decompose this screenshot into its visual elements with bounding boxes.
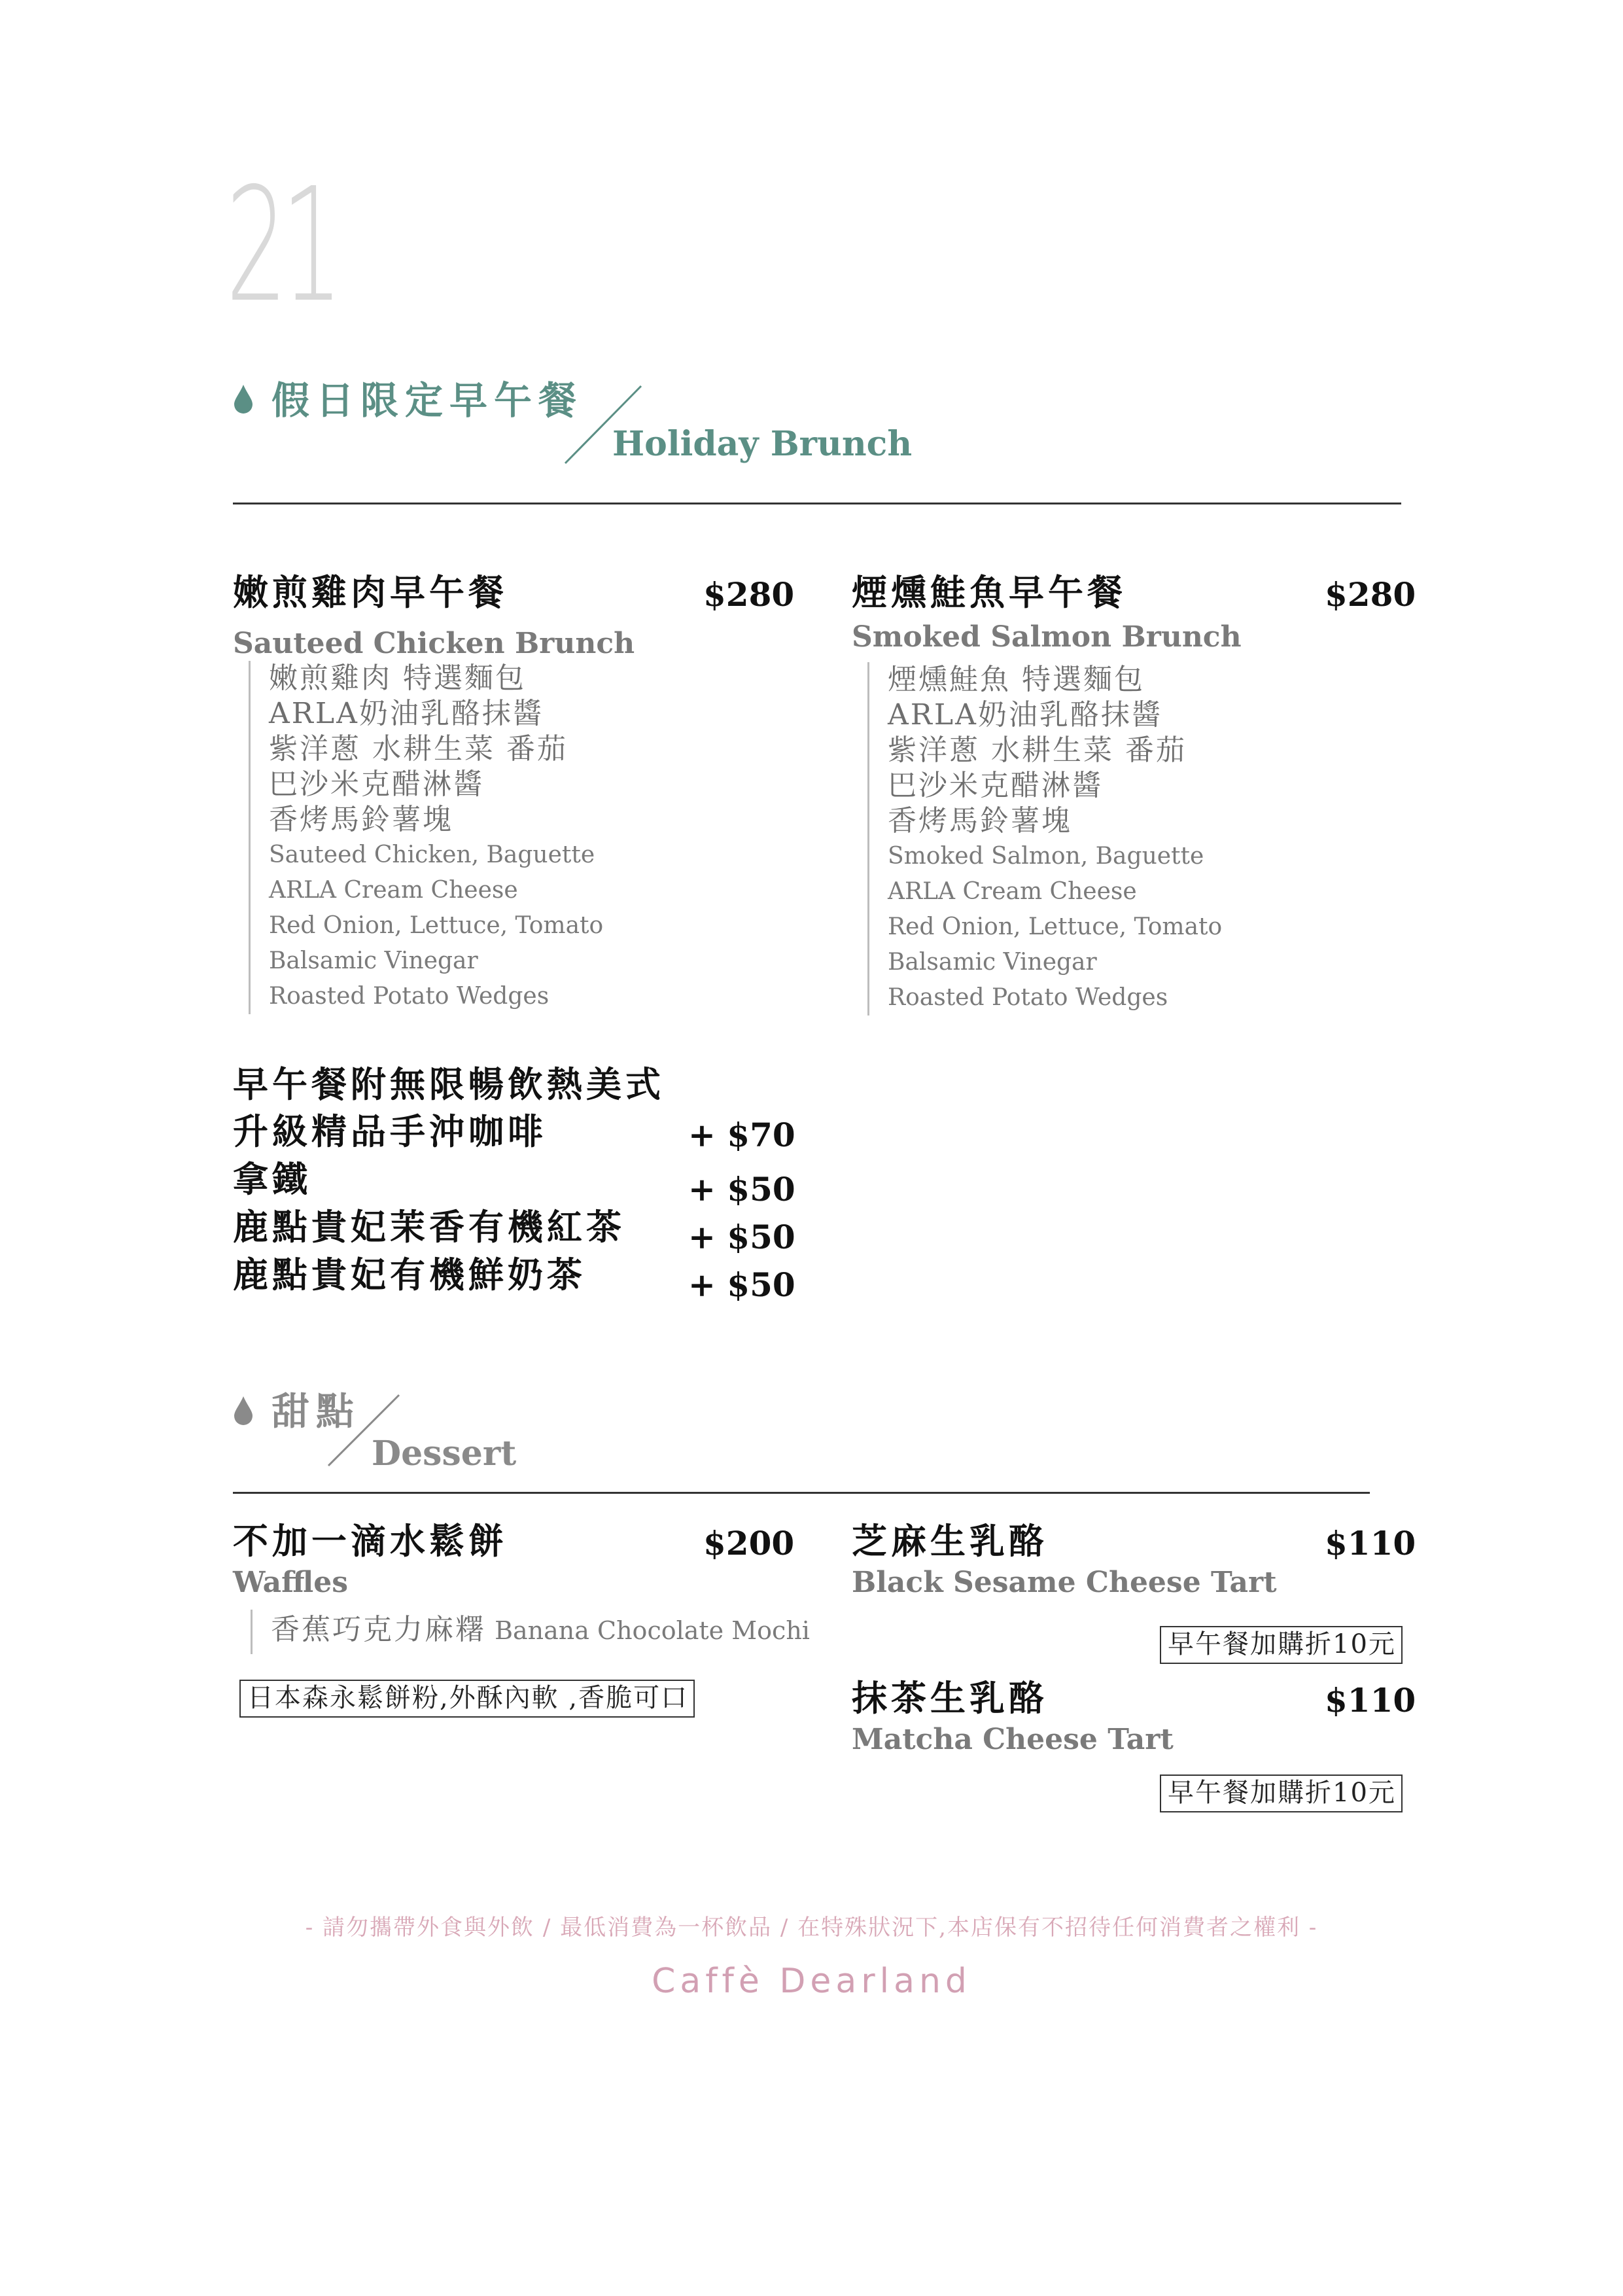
dessert-title-en: Dessert — [372, 1434, 517, 1474]
footer-note: - 請勿攜帶外食與外飲 / 最低消費為一杯飲品 / 在特殊狀況下,本店保有不招待任何消費者之權利 - — [305, 1915, 1318, 1941]
desc-line: 紫洋蔥 水耕生菜 番茄 — [888, 733, 1187, 767]
item-name-zh: 不加一滴水鬆餅 — [233, 1520, 508, 1562]
item-description — [867, 662, 1222, 1016]
item-price: $200 — [703, 1524, 795, 1563]
desc-line: 香烤馬鈴薯塊 — [888, 804, 1072, 838]
desc-line: 煙燻鮭魚 特選麵包 — [888, 663, 1145, 696]
brand-wrap — [0, 1962, 1623, 2001]
item-price: $280 — [1325, 575, 1416, 614]
desc-line: Balsamic Vinegar — [269, 947, 478, 974]
item-name-en: Waffles — [233, 1566, 348, 1599]
desc-line: ARLA奶油乳酪抹醬 — [888, 698, 1162, 732]
waffle-option — [251, 1610, 810, 1654]
desc-line: Smoked Salmon, Baguette — [888, 843, 1204, 870]
desc-line: ARLA奶油乳酪抹醬 — [269, 697, 544, 730]
desc-line: Red Onion, Lettuce, Tomato — [269, 912, 604, 939]
item-name-en: Black Sesame Cheese Tart — [852, 1566, 1277, 1599]
desc-line: ARLA Cream Cheese — [269, 877, 518, 904]
desc-line: Red Onion, Lettuce, Tomato — [888, 913, 1223, 940]
item-name-en: Sauteed Chicken Brunch — [233, 627, 635, 660]
item-description — [249, 661, 603, 1014]
brunch-title-en: Holiday Brunch — [612, 424, 913, 464]
addon-name: 鹿點貴妃茉香有機紅茶 — [233, 1206, 625, 1248]
item-price: $110 — [1325, 1524, 1416, 1563]
addon-price: + $70 — [688, 1116, 795, 1154]
addon-price: + $50 — [688, 1218, 795, 1256]
waffle-note-box: 日本森永鬆餅粉,外酥內軟 ,香脆可口 — [239, 1680, 695, 1718]
item-name-en: Smoked Salmon Brunch — [852, 620, 1242, 654]
desc-line: 香烤馬鈴薯塊 — [269, 803, 453, 836]
page-number: 21 — [226, 154, 337, 337]
addon-price: + $50 — [688, 1265, 795, 1304]
addon-name: 鹿點貴妃有機鮮奶茶 — [233, 1254, 586, 1296]
desc-line: ARLA Cream Cheese — [888, 878, 1137, 905]
item-price: $280 — [703, 575, 795, 614]
brunch-title-zh: 假日限定早午餐 — [271, 378, 584, 423]
desc-line: 紫洋蔥 水耕生菜 番茄 — [269, 732, 568, 766]
desc-line: 嫩煎雞肉 特選麵包 — [269, 662, 526, 695]
section-divider — [233, 1492, 1370, 1494]
drop-icon — [233, 1396, 254, 1425]
addon-name: 升級精品手沖咖啡 — [233, 1110, 547, 1152]
desc-line: Roasted Potato Wedges — [269, 983, 550, 1010]
desc-line: Roasted Potato Wedges — [888, 984, 1168, 1011]
footer-note-wrap — [0, 1909, 1623, 1941]
section-divider — [233, 503, 1401, 504]
option-zh: 香蕉巧克力麻糬 — [271, 1613, 486, 1646]
brand-name: Caffè Dearland — [652, 1962, 971, 2001]
addon-name: 拿鐵 — [233, 1158, 311, 1200]
item-name-zh: 芝麻生乳酪 — [852, 1520, 1048, 1562]
item-price: $110 — [1325, 1681, 1416, 1720]
discount-note-box: 早午餐加購折10元 — [1160, 1775, 1403, 1812]
addons-heading: 早午餐附無限暢飲熱美式 — [233, 1063, 665, 1105]
desc-line: 巴沙米克醋淋醬 — [269, 768, 484, 801]
addon-price: + $50 — [688, 1170, 795, 1209]
desc-line: Sauteed Chicken, Baguette — [269, 841, 595, 868]
item-name-zh: 嫩煎雞肉早午餐 — [233, 571, 508, 613]
discount-note-box: 早午餐加購折10元 — [1160, 1626, 1403, 1664]
item-name-en: Matcha Cheese Tart — [852, 1723, 1174, 1756]
desc-line: Balsamic Vinegar — [888, 949, 1097, 976]
item-name-zh: 煙燻鮭魚早午餐 — [852, 571, 1126, 613]
item-name-zh: 抹茶生乳酪 — [852, 1677, 1048, 1719]
drop-icon — [233, 385, 254, 414]
option-en: Banana Chocolate Mochi — [495, 1616, 810, 1645]
desc-line: 巴沙米克醋淋醬 — [888, 769, 1103, 802]
dessert-title-zh: 甜點 — [271, 1389, 361, 1434]
